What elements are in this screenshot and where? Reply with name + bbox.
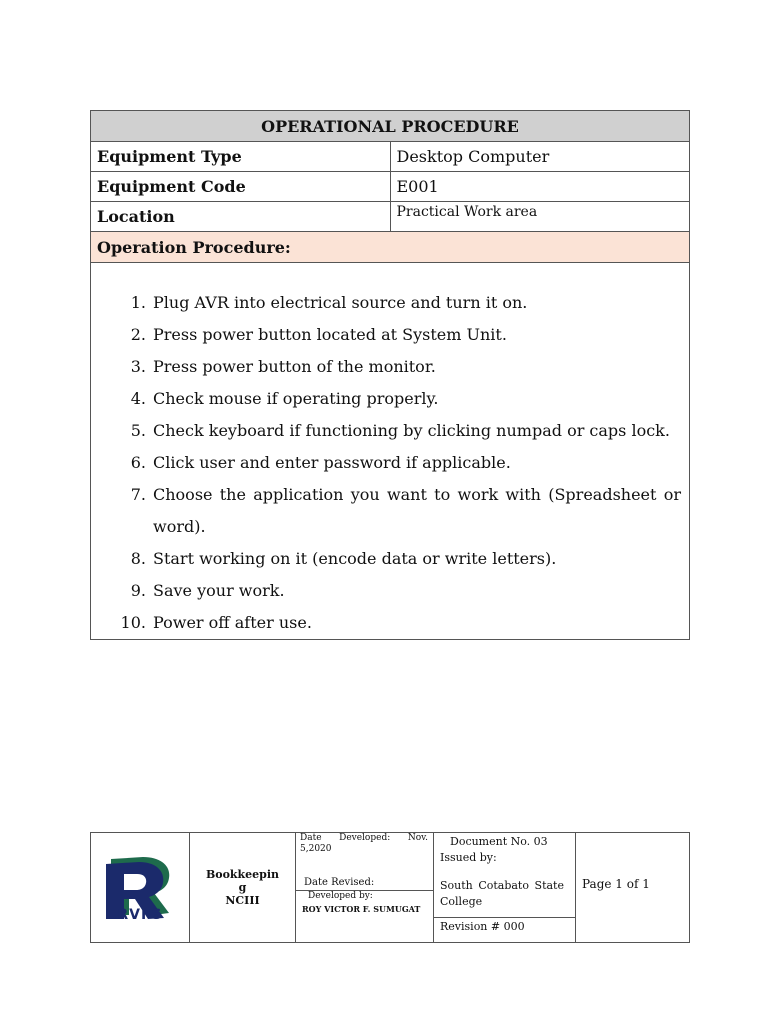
step-number: 3.: [130, 357, 146, 376]
step-number: 5.: [130, 421, 146, 440]
operation-procedure-header: Operation Procedure:: [91, 232, 690, 263]
step-text: Power off after use.: [153, 613, 312, 632]
course-level: NCIII: [225, 894, 260, 907]
equipment-type-label: Equipment Type: [91, 142, 391, 172]
equipment-type-value: Desktop Computer: [390, 142, 690, 172]
step-number: 1.: [130, 293, 146, 312]
steps-list: [91, 287, 681, 639]
location-label: Location: [91, 202, 391, 232]
step-number: 4.: [130, 389, 146, 408]
step-item: [91, 543, 681, 575]
dates-cell: [296, 833, 434, 943]
location-value: Practical Work area: [390, 202, 690, 232]
step-text: Check keyboard if functioning by clicking numpad or caps lock.: [153, 421, 670, 440]
step-text: Press power button located at System Unit.: [153, 325, 507, 344]
step-number: 9.: [130, 581, 146, 600]
procedure-title: OPERATIONAL PROCEDURE: [91, 111, 690, 142]
step-text: Save your work.: [153, 581, 285, 600]
step-item: [91, 383, 681, 415]
step-item: [91, 479, 681, 543]
step-number: 8.: [130, 549, 146, 568]
step-number: 7.: [130, 485, 146, 504]
course-name-line2: g: [238, 881, 247, 894]
step-number: 2.: [130, 325, 146, 344]
developed-by-label: Developed by:: [308, 891, 373, 901]
document-info-cell: [434, 833, 576, 943]
date-developed: Date Developed: Nov. 5,2020: [300, 833, 428, 854]
page-number: Page 1 of 1: [582, 877, 650, 891]
page-cell: [576, 833, 690, 943]
operational-procedure-table: [90, 110, 690, 640]
document-number: Document No. 03: [450, 835, 548, 848]
step-item: [91, 607, 681, 639]
course-cell: [190, 833, 296, 943]
issued-by-label: Issued by:: [440, 851, 497, 864]
step-text: Check mouse if operating properly.: [153, 389, 439, 408]
step-text: Choose the application you want to work with (Spreadsheet or word).: [153, 485, 681, 536]
rvfs-logo-mark: [91, 833, 189, 942]
step-number: 10.: [120, 613, 146, 632]
step-text: Plug AVR into electrical source and turn it on.: [153, 293, 528, 312]
developed-by-name: ROY VICTOR F. SUMUGAT: [302, 904, 421, 914]
steps-cell: [91, 263, 690, 640]
course-name-line1: Bookkeepin: [205, 868, 280, 881]
date-revised: Date Revised:: [304, 877, 375, 888]
step-text: Click user and enter password if applicable.: [153, 453, 511, 472]
equipment-code-value: E001: [390, 172, 690, 202]
step-item: [91, 415, 681, 447]
logo-cell: [91, 833, 190, 943]
step-item: [91, 575, 681, 607]
step-text: Press power button of the monitor.: [153, 357, 436, 376]
divider: [434, 917, 575, 918]
step-item: [91, 319, 681, 351]
step-item: [91, 447, 681, 479]
document-footer-table: [90, 832, 690, 943]
issued-by-value: South Cotabato State College: [440, 879, 564, 908]
step-item: [91, 351, 681, 383]
rvfs-logo: [91, 833, 189, 942]
equipment-code-label: Equipment Code: [91, 172, 391, 202]
step-number: 6.: [130, 453, 146, 472]
step-text: Start working on it (encode data or write letters).: [153, 549, 557, 568]
logo-text: RVFS: [117, 907, 163, 923]
step-item: [91, 287, 681, 319]
revision-number: Revision # 000: [440, 920, 525, 933]
